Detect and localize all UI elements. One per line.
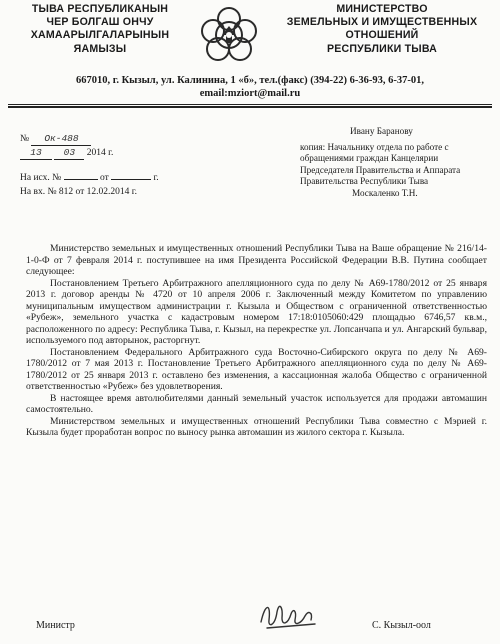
incoming-from-label: от (99, 173, 109, 183)
header-ministry-line: РЕСПУБЛИКИ ТЫВА (326, 42, 438, 55)
header-divider (8, 104, 492, 105)
copy-line: копия: Начальнику отдела по работе с (300, 141, 449, 152)
number-label: № (20, 134, 30, 144)
header-tyvan-line: ЯАМЫЗЫ (73, 42, 127, 55)
date-month: 03 (54, 147, 84, 160)
letter-body (26, 243, 487, 439)
signer-position: Министр (36, 620, 75, 631)
copy-line: Правительства Республики Тыва (300, 176, 429, 187)
coat-of-arms-emblem (196, 2, 262, 68)
header-tyvan-line: ХАМААРЫЛГАЛАРЫНЫН (30, 29, 170, 42)
header-ministry-title (272, 3, 492, 56)
incoming-ref: На вх. № 812 от 12.02.2014 г. (20, 187, 137, 197)
body-paragraph: Постановлением Федерального Арбитражного суда Восточно-Сибирского округа по делу № А69-1780/2012 от 7 мая 2013 г. Постановление Третьего Арбитражного апелляционного суда по делу № А69-1780/2012 от 25 января 2013 г. оставлено без изменения, а кассационная жалоба Общество с ограниченной ответственностью «Рубеж» без удовлетворения. (26, 346, 487, 392)
header-ministry-line: ОТНОШЕНИЙ (345, 29, 419, 42)
addressee-name: Ивану Баранову (350, 126, 413, 136)
number-value: Ок-488 (31, 133, 91, 146)
body-paragraph: Министерством земельных и имущественных отношений Республики Тыва совместно с Мэрией г. Кызыла будет проработан вопрос по выносу рынка автомашин из жилого сектора г. Кызыла. (26, 415, 487, 438)
header-ministry-line: ЗЕМЕЛЬНЫХ И ИМУЩЕСТВЕННЫХ (286, 16, 478, 29)
body-paragraph: В настоящее время автолюбителями данный земельный участок используется для продажи автомашин самостоятельно. (26, 392, 487, 415)
incoming-label: На исх. № (20, 173, 62, 183)
header-ministry-line: МИНИСТЕРСТВО (336, 3, 428, 15)
copy-line: Председателя Правительства и Аппарата (300, 164, 461, 175)
body-paragraph: Министерство земельных и имущественных отношений Республики Тыва на Ваше обращение № 216/14-1-0-Ф от 7 февраля 2014 г. поступившее на имя Президента Российской Федерации В.В. Путина сообщает следующее: (26, 243, 487, 277)
copy-line: Москаленко Т.Н. (352, 187, 418, 198)
addressee-block (300, 126, 500, 200)
copy-line: обращениями граждан Канцелярии (300, 153, 439, 164)
incoming-outgoing-ref (20, 172, 159, 184)
date-year: 2014 г. (86, 148, 114, 158)
header-tyvan-line: ТЫВА РЕСПУБЛИКАНЫН (31, 3, 169, 15)
header-tyvan-title (12, 3, 188, 56)
handwritten-signature (255, 598, 325, 634)
incoming-date-blank (111, 179, 151, 180)
outgoing-number (20, 133, 91, 146)
email-line: email:mziort@mail.ru (199, 88, 301, 99)
signer-name: С. Кызыл-оол (372, 620, 431, 631)
address-line: 667010, г. Кызыл, ул. Калинина, 1 «б», тел.(факс) (394-22) 6-36-93, 6-37-01, (75, 75, 424, 86)
incoming-number-blank (64, 179, 98, 180)
header-tyvan-line: ЧЕР БОЛГАШ ОНЧУ (46, 16, 154, 29)
date-day: 13 (20, 147, 52, 160)
body-paragraph: Постановлением Третьего Арбитражного апелляционного суда по делу № А69-1780/2012 от 25 января 2013 г. договор аренды № 4720 от 10 апреля 2006 г. Заключенный между Комитетом по управлению муниципальным имуществом администрации г. Кызыла и Обществом с ограниченной ответственностью «Рубеж», земельного участка с кадастровым номером 17:18:0105060:429 площадью 6746,57 кв.м., расположенного по адресу: Республика Тыва, г. Кызыл, на перекрестке ул. Лопсанчапа и ул. Ангарский бульвар, используемого под авторынок, расторгнут. (26, 277, 487, 346)
incoming-year-label: г. (153, 173, 159, 183)
outgoing-date (20, 147, 113, 160)
header-divider-thick (8, 106, 492, 108)
